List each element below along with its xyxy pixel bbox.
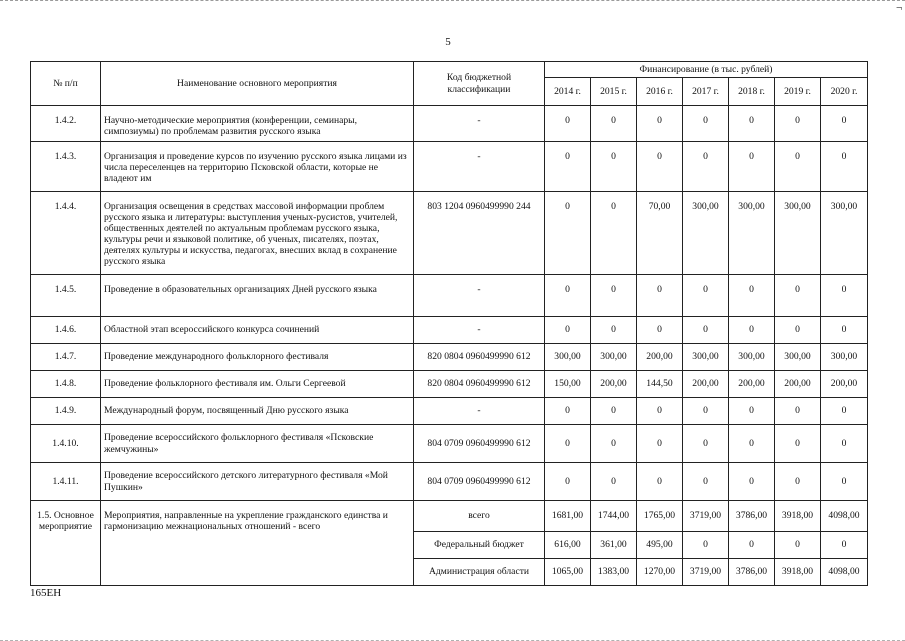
row-value: 0 <box>591 425 637 463</box>
row-value: 0 <box>821 425 868 463</box>
row-value: 300,00 <box>775 344 821 371</box>
document-code: 165ЕН <box>30 587 62 599</box>
row-value: 0 <box>545 398 591 425</box>
row-code: - <box>414 275 545 317</box>
row-value: 300,00 <box>775 192 821 275</box>
row-num: 1.5. Основное мероприятие <box>31 501 101 586</box>
row-value: 0 <box>637 275 683 317</box>
header-year: 2014 г. <box>545 78 591 106</box>
row-value: 1270,00 <box>637 559 683 586</box>
row-code: - <box>414 398 545 425</box>
row-value: 300,00 <box>821 344 868 371</box>
row-value: 361,00 <box>591 532 637 559</box>
row-name: Организация освещения в средствах массовой информации проблем русского языка и литературы: выступления ученых-русистов, учителей, общественных деятелей по актуальным проблемам русского языка, культуры речи и языковой политике, об ученых, писателях, поэтах, деятелях культуры и искусства, педагогах, внесших вклад в сохранение русского языка <box>101 192 414 275</box>
row-name: Мероприятия, направленные на укрепление гражданского единства и гармонизацию межнациональных отношений - всего <box>101 501 414 586</box>
row-num: 1.4.9. <box>31 398 101 425</box>
row-value: 0 <box>545 317 591 344</box>
table-row <box>31 463 868 501</box>
row-value: 0 <box>775 398 821 425</box>
row-value: 200,00 <box>637 344 683 371</box>
row-code: 820 0804 0960499990 612 <box>414 344 545 371</box>
row-value: 1681,00 <box>545 501 591 532</box>
row-num: 1.4.5. <box>31 275 101 317</box>
row-value: 0 <box>775 532 821 559</box>
row-name: Организация и проведение курсов по изучению русского языка лицами из числа переселенцев на территорию Псковской области, которые не владеют им <box>101 142 414 192</box>
header-financing: Финансирование (в тыс. рублей) <box>545 62 868 78</box>
header-year: 2015 г. <box>591 78 637 106</box>
row-num: 1.4.3. <box>31 142 101 192</box>
row-value: 0 <box>775 106 821 142</box>
row-value: 1383,00 <box>591 559 637 586</box>
row-code: 804 0709 0960499990 612 <box>414 425 545 463</box>
funding-source: всего <box>414 501 545 532</box>
row-value: 3719,00 <box>683 559 729 586</box>
corner-mark: ¬ <box>896 2 903 14</box>
row-value: 3786,00 <box>729 559 775 586</box>
header-year: 2016 г. <box>637 78 683 106</box>
row-num: 1.4.7. <box>31 344 101 371</box>
row-value: 150,00 <box>545 371 591 398</box>
row-value: 300,00 <box>545 344 591 371</box>
row-value: 616,00 <box>545 532 591 559</box>
row-value: 0 <box>821 275 868 317</box>
row-name: Областной этап всероссийского конкурса сочинений <box>101 317 414 344</box>
row-value: 0 <box>545 106 591 142</box>
row-value: 0 <box>821 317 868 344</box>
table-row <box>31 106 868 142</box>
row-value: 1065,00 <box>545 559 591 586</box>
row-value: 3918,00 <box>775 559 821 586</box>
row-value: 0 <box>729 317 775 344</box>
row-num: 1.4.6. <box>31 317 101 344</box>
row-value: 0 <box>637 398 683 425</box>
row-name: Проведение всероссийского фольклорного фестиваля «Псковские жемчужины» <box>101 425 414 463</box>
row-value: 0 <box>729 398 775 425</box>
row-num: 1.4.2. <box>31 106 101 142</box>
row-value: 0 <box>545 192 591 275</box>
row-value: 1744,00 <box>591 501 637 532</box>
row-code: 820 0804 0960499990 612 <box>414 371 545 398</box>
row-value: 4098,00 <box>821 559 868 586</box>
row-value: 0 <box>775 142 821 192</box>
row-value: 300,00 <box>729 192 775 275</box>
row-value: 200,00 <box>729 371 775 398</box>
row-value: 0 <box>821 106 868 142</box>
row-value: 0 <box>775 317 821 344</box>
row-code: - <box>414 106 545 142</box>
row-value: 300,00 <box>821 192 868 275</box>
row-value: 3719,00 <box>683 501 729 532</box>
row-value: 0 <box>591 192 637 275</box>
row-name: Проведение в образовательных организациях Дней русского языка <box>101 275 414 317</box>
row-value: 0 <box>775 275 821 317</box>
row-name: Научно-методические мероприятия (конференции, семинары, симпозиумы) по проблемам развития русского языка <box>101 106 414 142</box>
funding-source: Администрация области <box>414 559 545 586</box>
row-value: 0 <box>729 425 775 463</box>
table-row-main-activity <box>31 501 868 532</box>
row-value: 200,00 <box>775 371 821 398</box>
row-value: 0 <box>683 317 729 344</box>
row-value: 0 <box>591 398 637 425</box>
row-value: 0 <box>591 106 637 142</box>
header-year: 2020 г. <box>821 78 868 106</box>
row-value: 0 <box>683 532 729 559</box>
row-value: 0 <box>545 463 591 501</box>
row-value: 0 <box>729 142 775 192</box>
row-value: 0 <box>637 425 683 463</box>
row-value: 495,00 <box>637 532 683 559</box>
row-value: 0 <box>637 142 683 192</box>
row-value: 70,00 <box>637 192 683 275</box>
row-value: 0 <box>637 317 683 344</box>
header-year: 2017 г. <box>683 78 729 106</box>
table-row <box>31 344 868 371</box>
row-value: 0 <box>591 275 637 317</box>
row-code: - <box>414 317 545 344</box>
table-row <box>31 425 868 463</box>
row-value: 0 <box>591 317 637 344</box>
row-value: 0 <box>683 106 729 142</box>
header-year: 2018 г. <box>729 78 775 106</box>
row-value: 300,00 <box>729 344 775 371</box>
row-name: Международный форум, посвященный Дню русского языка <box>101 398 414 425</box>
row-num: 1.4.10. <box>31 425 101 463</box>
row-value: 0 <box>821 463 868 501</box>
row-value: 4098,00 <box>821 501 868 532</box>
header-year: 2019 г. <box>775 78 821 106</box>
scan-edge-bottom <box>0 636 905 641</box>
row-value: 0 <box>729 106 775 142</box>
row-value: 200,00 <box>821 371 868 398</box>
row-value: 0 <box>591 142 637 192</box>
row-value: 144,50 <box>637 371 683 398</box>
row-value: 0 <box>775 463 821 501</box>
row-num: 1.4.8. <box>31 371 101 398</box>
row-value: 0 <box>729 275 775 317</box>
page-number: 5 <box>445 36 451 48</box>
table-row <box>31 275 868 317</box>
row-value: 0 <box>683 142 729 192</box>
header-num: № п/п <box>31 62 101 106</box>
header-code: Код бюджетной классификации <box>414 62 545 106</box>
table-row <box>31 317 868 344</box>
scan-edge-top <box>0 0 905 5</box>
row-name: Проведение фольклорного фестиваля им. Ольги Сергеевой <box>101 371 414 398</box>
row-value: 0 <box>545 142 591 192</box>
row-value: 0 <box>545 275 591 317</box>
row-value: 300,00 <box>683 192 729 275</box>
table-row <box>31 142 868 192</box>
row-value: 0 <box>637 106 683 142</box>
row-code: 804 0709 0960499990 612 <box>414 463 545 501</box>
row-value: 200,00 <box>683 371 729 398</box>
row-value: 0 <box>821 142 868 192</box>
table-row <box>31 371 868 398</box>
row-value: 1765,00 <box>637 501 683 532</box>
row-value: 0 <box>545 425 591 463</box>
row-value: 300,00 <box>683 344 729 371</box>
row-value: 0 <box>729 532 775 559</box>
row-num: 1.4.11. <box>31 463 101 501</box>
row-value: 0 <box>637 463 683 501</box>
row-value: 0 <box>591 463 637 501</box>
row-name: Проведение международного фольклорного фестиваля <box>101 344 414 371</box>
row-num: 1.4.4. <box>31 192 101 275</box>
row-value: 3918,00 <box>775 501 821 532</box>
row-value: 300,00 <box>591 344 637 371</box>
row-value: 0 <box>683 398 729 425</box>
row-value: 0 <box>775 425 821 463</box>
row-value: 0 <box>683 425 729 463</box>
row-code: 803 1204 0960499990 244 <box>414 192 545 275</box>
row-name: Проведение всероссийского детского литературного фестиваля «Мой Пушкин» <box>101 463 414 501</box>
row-value: 0 <box>821 398 868 425</box>
row-value: 0 <box>683 275 729 317</box>
table-row <box>31 192 868 275</box>
funding-source: Федеральный бюджет <box>414 532 545 559</box>
header-name: Наименование основного мероприятия <box>101 62 414 106</box>
row-value: 0 <box>821 532 868 559</box>
financing-table <box>30 61 868 586</box>
row-value: 0 <box>683 463 729 501</box>
table-row <box>31 398 868 425</box>
row-value: 200,00 <box>591 371 637 398</box>
row-value: 3786,00 <box>729 501 775 532</box>
row-value: 0 <box>729 463 775 501</box>
row-code: - <box>414 142 545 192</box>
